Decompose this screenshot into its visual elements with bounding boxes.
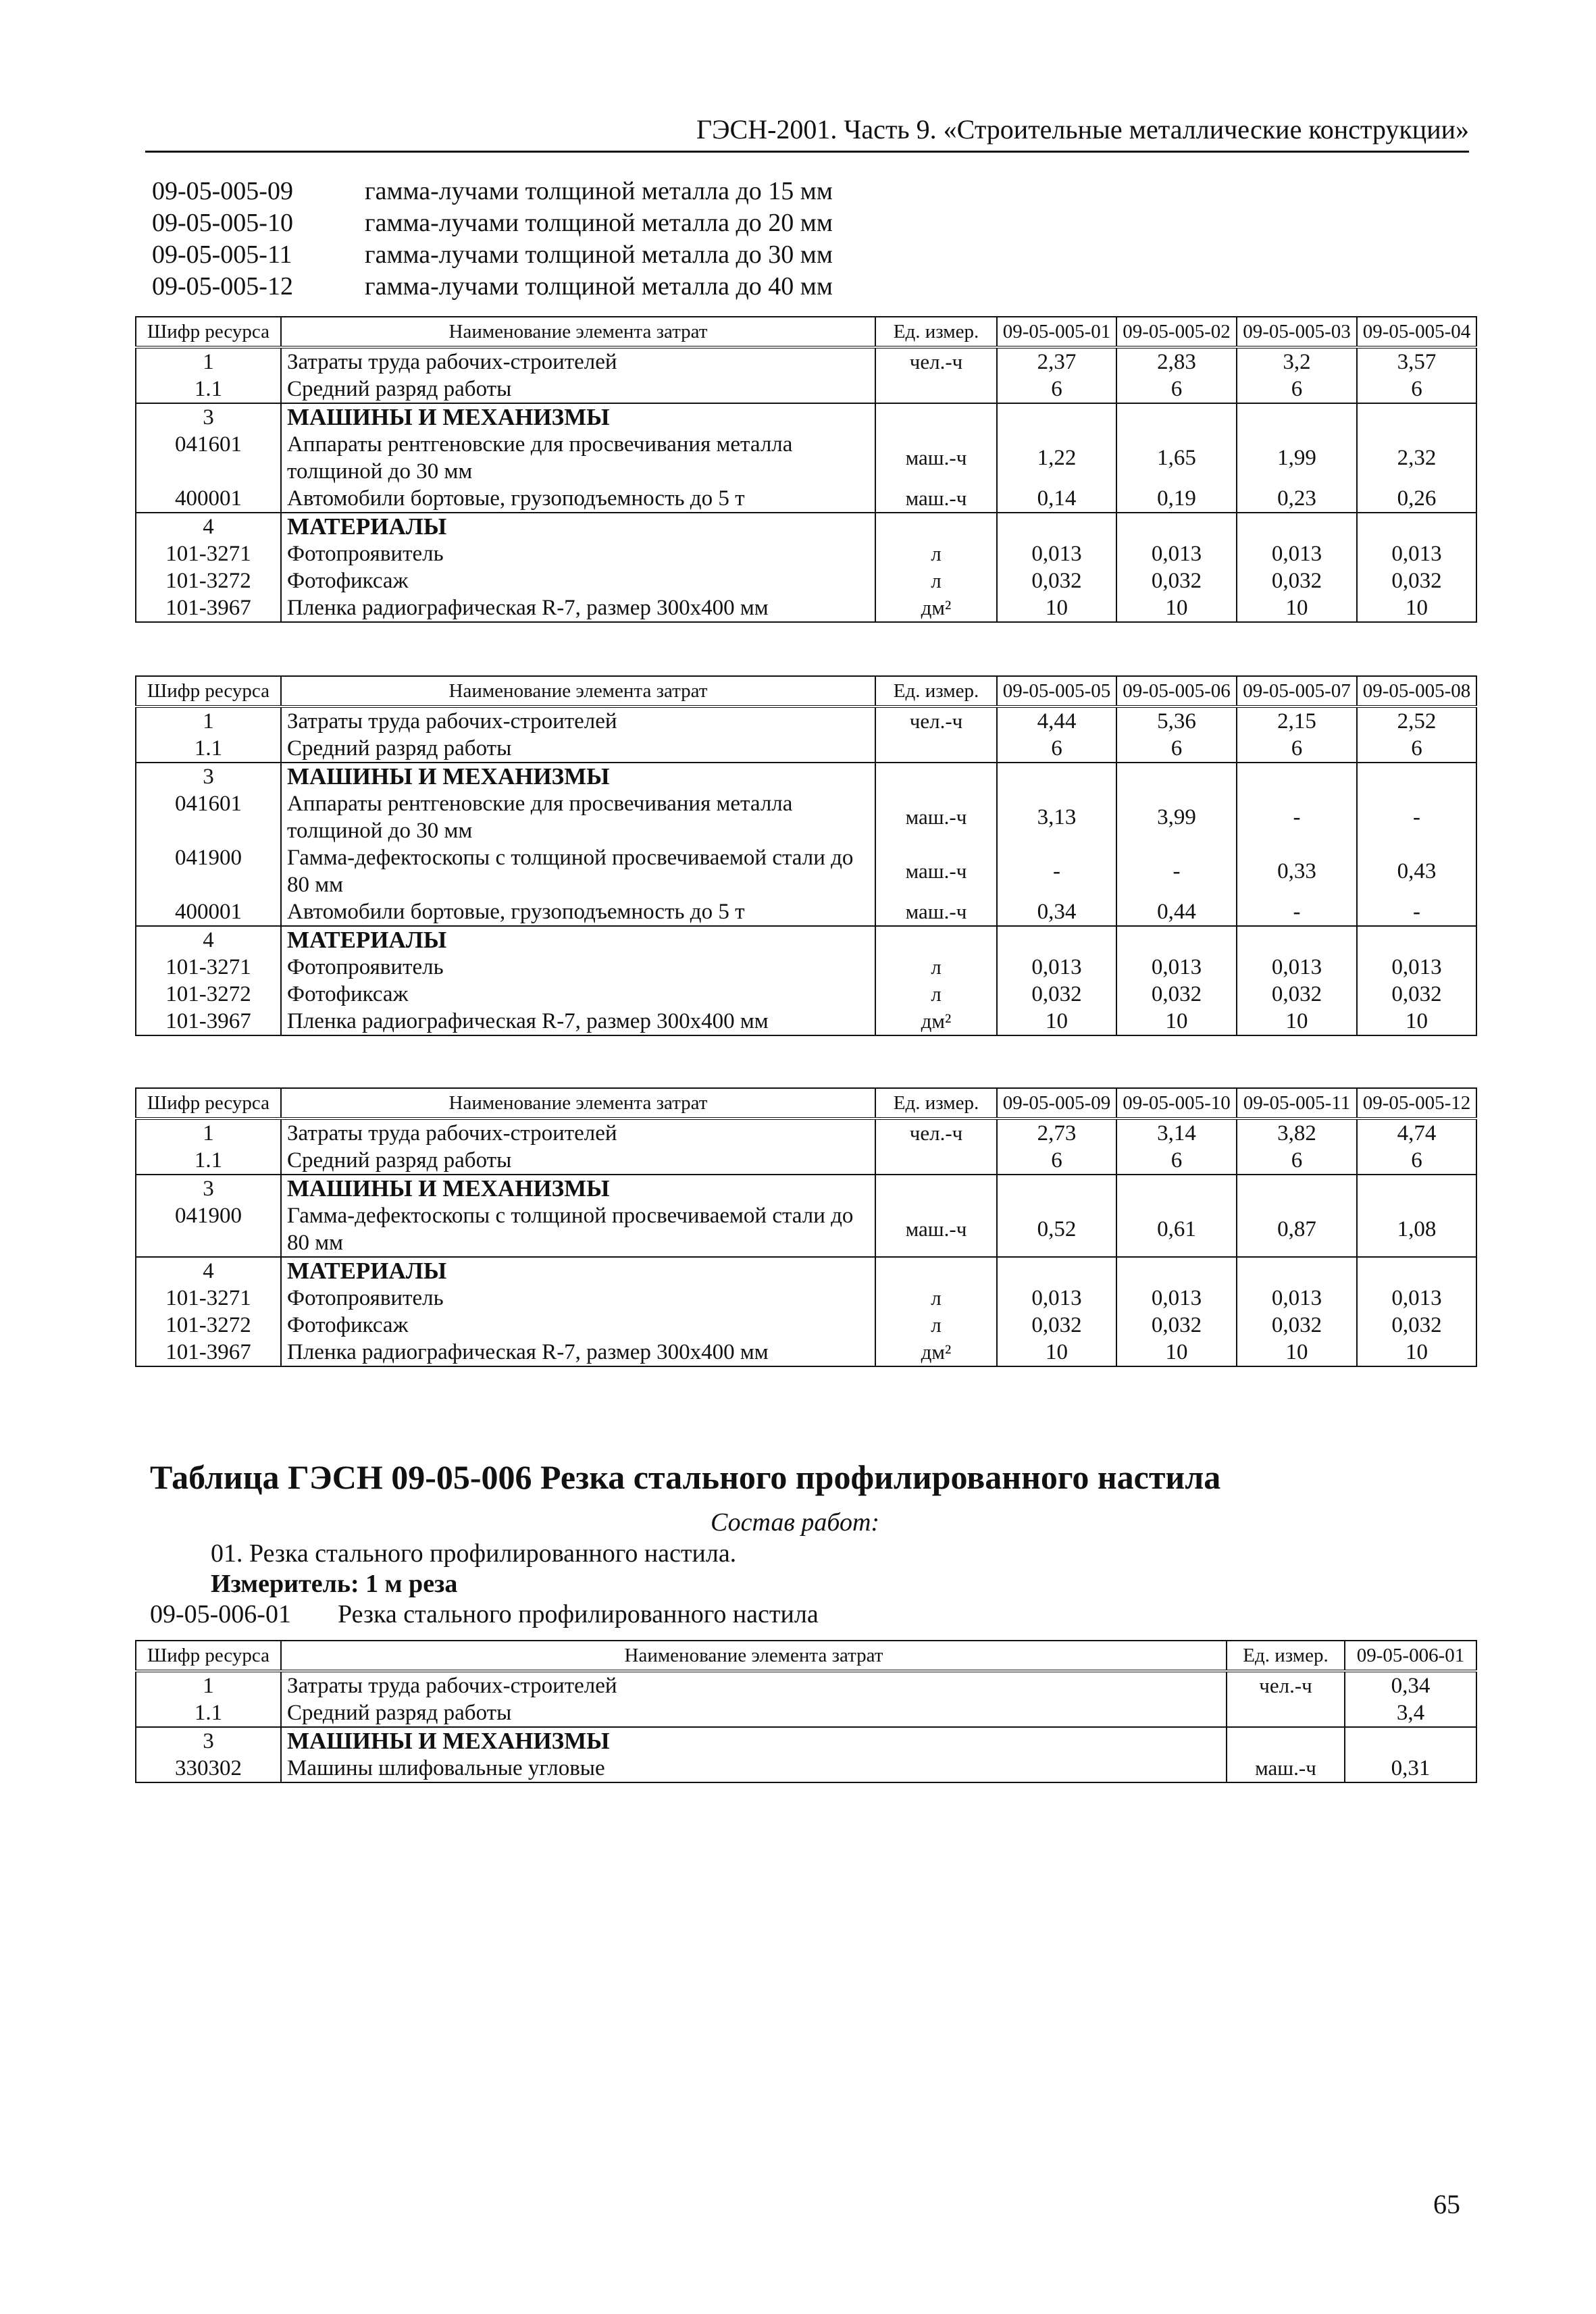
value-cell: [997, 1257, 1116, 1285]
unit: л: [875, 954, 997, 981]
unit: дм²: [875, 1008, 997, 1035]
value-cell: [997, 513, 1116, 540]
resource-table-4: [135, 1640, 1477, 1783]
resource-code: 101-3272: [136, 981, 281, 1008]
unit: дм²: [875, 1339, 997, 1366]
value-cell: 0,52: [997, 1202, 1116, 1257]
value-cell: [1345, 1727, 1476, 1755]
value-cell: -: [1237, 790, 1357, 844]
section-row: [136, 926, 1476, 954]
resource-name: Автомобили бортовые, грузоподъемность до 5 т: [281, 898, 875, 926]
value-cell: 2,37: [997, 347, 1116, 376]
unit: л: [875, 567, 997, 594]
item-code: 09-05-006-01: [150, 1600, 291, 1628]
unit: [875, 763, 997, 790]
value-cell: [1116, 513, 1237, 540]
intro-code-row: [152, 207, 1435, 239]
header-column-code: 09-05-005-07: [1237, 676, 1357, 706]
value-cell: -: [1116, 844, 1237, 898]
value-cell: 2,32: [1357, 431, 1476, 485]
table-row: [136, 898, 1476, 926]
resource-code: 1.1: [136, 1147, 281, 1175]
resource-table-1: [135, 316, 1477, 623]
value-cell: 0,032: [1357, 1312, 1476, 1339]
value-cell: 1,65: [1116, 431, 1237, 485]
page-number: 65: [1433, 2189, 1460, 2219]
resource-code: 400001: [136, 485, 281, 513]
intro-description: гамма-лучами толщиной металла до 30 мм: [365, 240, 833, 269]
value-cell: 6: [1116, 1147, 1237, 1175]
resource-name: Затраты труда рабочих-строителей: [281, 706, 875, 735]
header-code: Шифр ресурса: [136, 676, 281, 706]
table-row: [136, 790, 1476, 844]
value-cell: 0,013: [1237, 1285, 1357, 1312]
resource-code: 1.1: [136, 376, 281, 403]
unit: маш.-ч: [875, 790, 997, 844]
value-cell: 3,99: [1116, 790, 1237, 844]
resource-code: 101-3271: [136, 540, 281, 567]
resource-name: Средний разряд работы: [281, 1147, 875, 1175]
value-cell: 0,31: [1345, 1755, 1476, 1782]
intro-description: гамма-лучами толщиной металла до 40 мм: [365, 272, 833, 301]
resource-code: 101-3967: [136, 594, 281, 622]
intro-code: 09-05-005-09: [152, 177, 293, 205]
value-cell: 6: [997, 1147, 1116, 1175]
value-cell: 10: [1237, 594, 1357, 622]
value-cell: [1116, 1257, 1237, 1285]
header-column-code: 09-05-005-01: [997, 317, 1116, 347]
resource-code: 101-3967: [136, 1008, 281, 1035]
value-cell: 10: [1237, 1008, 1357, 1035]
unit: [875, 926, 997, 954]
value-cell: 0,013: [997, 954, 1116, 981]
resource-code: 1: [136, 1671, 281, 1699]
value-cell: 0,032: [997, 567, 1116, 594]
header-column-code: 09-05-005-12: [1357, 1088, 1476, 1119]
table-row: [136, 735, 1476, 763]
value-cell: 1,08: [1357, 1202, 1476, 1257]
value-cell: [1357, 1257, 1476, 1285]
table-row: [136, 1755, 1476, 1782]
resource-code: 400001: [136, 898, 281, 926]
resource-code: 3: [136, 1175, 281, 1202]
unit: [875, 735, 997, 763]
value-cell: 3,14: [1116, 1119, 1237, 1147]
header-name: Наименование элемента затрат: [281, 1641, 1227, 1671]
value-cell: 0,26: [1357, 485, 1476, 513]
table-row: [136, 844, 1476, 898]
table-row: [136, 1285, 1476, 1312]
resource-name: МАШИНЫ И МЕХАНИЗМЫ: [281, 1175, 875, 1202]
resource-code: 041601: [136, 790, 281, 844]
value-cell: 6: [997, 735, 1116, 763]
resource-code: 4: [136, 1257, 281, 1285]
value-cell: 0,013: [1116, 954, 1237, 981]
value-cell: [1357, 403, 1476, 431]
value-cell: 4,74: [1357, 1119, 1476, 1147]
value-cell: 6: [1357, 376, 1476, 403]
resource-code: 101-3272: [136, 567, 281, 594]
value-cell: 6: [997, 376, 1116, 403]
value-cell: [997, 763, 1116, 790]
header-name: Наименование элемента затрат: [281, 1088, 875, 1119]
unit: л: [875, 540, 997, 567]
unit: [875, 376, 997, 403]
table-row: [136, 567, 1476, 594]
unit: [1227, 1699, 1345, 1727]
value-cell: [1116, 1175, 1237, 1202]
intro-description: гамма-лучами толщиной металла до 15 мм: [365, 177, 833, 205]
resource-name: Пленка радиографическая R-7, размер 300х400 мм: [281, 1008, 875, 1035]
table-row: [136, 540, 1476, 567]
unit: [1227, 1727, 1345, 1755]
composition-label: Состав работ:: [711, 1508, 880, 1537]
value-cell: [1357, 763, 1476, 790]
table-row: [136, 1202, 1476, 1257]
value-cell: [1357, 926, 1476, 954]
table-row: [136, 981, 1476, 1008]
value-cell: [1237, 1257, 1357, 1285]
table-row: [136, 1147, 1476, 1175]
work-item: 01. Резка стального профилированного настила.: [211, 1539, 737, 1568]
value-cell: [1357, 513, 1476, 540]
resource-code: 101-3272: [136, 1312, 281, 1339]
resource-name: Аппараты рентгеновские для просвечивания металла толщиной до 30 мм: [281, 790, 875, 844]
resource-name: МАТЕРИАЛЫ: [281, 513, 875, 540]
value-cell: [1116, 926, 1237, 954]
section-row: [136, 403, 1476, 431]
value-cell: 3,2: [1237, 347, 1357, 376]
value-cell: [997, 1175, 1116, 1202]
value-cell: 0,34: [997, 898, 1116, 926]
header-column-code: 09-05-005-11: [1237, 1088, 1357, 1119]
resource-table-3: [135, 1087, 1477, 1367]
table-header-row: [136, 317, 1476, 347]
unit: маш.-ч: [875, 431, 997, 485]
value-cell: [1237, 763, 1357, 790]
value-cell: 6: [1237, 376, 1357, 403]
resource-code: 1.1: [136, 1699, 281, 1727]
value-cell: 6: [1237, 735, 1357, 763]
resource-name: МАШИНЫ И МЕХАНИЗМЫ: [281, 1727, 1227, 1755]
unit: [875, 513, 997, 540]
value-cell: 1,99: [1237, 431, 1357, 485]
value-cell: 3,57: [1357, 347, 1476, 376]
header-column-code: 09-05-006-01: [1345, 1641, 1476, 1671]
resource-name: Средний разряд работы: [281, 735, 875, 763]
value-cell: 2,52: [1357, 706, 1476, 735]
value-cell: 10: [1357, 1008, 1476, 1035]
unit: чел.-ч: [875, 347, 997, 376]
measurer: [211, 1569, 457, 1599]
resource-name: Фотофиксаж: [281, 1312, 875, 1339]
unit: чел.-ч: [875, 1119, 997, 1147]
section-row: [136, 1257, 1476, 1285]
value-cell: 10: [1237, 1339, 1357, 1366]
resource-name: Затраты труда рабочих-строителей: [281, 1671, 1227, 1699]
section-title: Таблица ГЭСН 09-05-006 Резка стального профилированного настила: [150, 1458, 1221, 1496]
value-cell: 0,032: [1237, 981, 1357, 1008]
value-cell: 0,23: [1237, 485, 1357, 513]
section-row: [136, 763, 1476, 790]
header-unit: Ед. измер.: [875, 1088, 997, 1119]
resource-name: Автомобили бортовые, грузоподъемность до 5 т: [281, 485, 875, 513]
value-cell: 0,013: [997, 540, 1116, 567]
resource-code: 101-3967: [136, 1339, 281, 1366]
value-cell: 0,032: [997, 1312, 1116, 1339]
resource-name: Средний разряд работы: [281, 1699, 1227, 1727]
value-cell: -: [1357, 790, 1476, 844]
intro-code-row: [152, 176, 1435, 207]
measurer-value: 1 м реза: [365, 1570, 458, 1598]
value-cell: 10: [1116, 594, 1237, 622]
value-cell: 0,013: [1237, 954, 1357, 981]
value-cell: 10: [997, 1339, 1116, 1366]
value-cell: 2,15: [1237, 706, 1357, 735]
unit: л: [875, 1312, 997, 1339]
table-header-row: [136, 1641, 1476, 1671]
unit: маш.-ч: [875, 844, 997, 898]
resource-name: МАТЕРИАЛЫ: [281, 1257, 875, 1285]
resource-name: Фотофиксаж: [281, 567, 875, 594]
resource-name: МАШИНЫ И МЕХАНИЗМЫ: [281, 763, 875, 790]
resource-code: 3: [136, 1727, 281, 1755]
resource-code: 1: [136, 1119, 281, 1147]
value-cell: 0,032: [1357, 567, 1476, 594]
value-cell: 0,032: [1116, 981, 1237, 1008]
header-unit: Ед. измер.: [875, 317, 997, 347]
value-cell: 0,032: [997, 981, 1116, 1008]
value-cell: 3,13: [997, 790, 1116, 844]
table-row: [136, 376, 1476, 403]
resource-name: Машины шлифовальные угловые: [281, 1755, 1227, 1782]
resource-name: Фотопроявитель: [281, 1285, 875, 1312]
intro-code: 09-05-005-10: [152, 209, 293, 237]
unit: л: [875, 981, 997, 1008]
value-cell: 0,013: [997, 1285, 1116, 1312]
value-cell: [1237, 513, 1357, 540]
resource-code: 1: [136, 706, 281, 735]
header-code: Шифр ресурса: [136, 1088, 281, 1119]
intro-code-row: [152, 239, 1435, 271]
resource-code: 4: [136, 513, 281, 540]
header-unit: Ед. измер.: [875, 676, 997, 706]
unit: чел.-ч: [1227, 1671, 1345, 1699]
header-column-code: 09-05-005-09: [997, 1088, 1116, 1119]
value-cell: 10: [1357, 1339, 1476, 1366]
value-cell: 0,33: [1237, 844, 1357, 898]
value-cell: 0,44: [1116, 898, 1237, 926]
table-row: [136, 1671, 1476, 1699]
value-cell: 2,83: [1116, 347, 1237, 376]
unit: маш.-ч: [875, 485, 997, 513]
unit: [875, 1175, 997, 1202]
value-cell: 0,34: [1345, 1671, 1476, 1699]
table-row: [136, 954, 1476, 981]
value-cell: 6: [1116, 376, 1237, 403]
value-cell: 0,013: [1357, 1285, 1476, 1312]
resource-name: МАШИНЫ И МЕХАНИЗМЫ: [281, 403, 875, 431]
section-row: [136, 1727, 1476, 1755]
resource-name: Фотопроявитель: [281, 954, 875, 981]
running-title: ГЭСН-2001. Часть 9. «Строительные металлические конструкции»: [696, 114, 1469, 145]
resource-code: 330302: [136, 1755, 281, 1782]
header-name: Наименование элемента затрат: [281, 317, 875, 347]
table-row: [136, 485, 1476, 513]
value-cell: 10: [997, 594, 1116, 622]
value-cell: 0,032: [1116, 567, 1237, 594]
value-cell: 6: [1237, 1147, 1357, 1175]
value-cell: -: [997, 844, 1116, 898]
header-column-code: 09-05-005-06: [1116, 676, 1237, 706]
intro-description: гамма-лучами толщиной металла до 20 мм: [365, 209, 833, 237]
resource-name: Пленка радиографическая R-7, размер 300х400 мм: [281, 594, 875, 622]
table-header-row: [136, 676, 1476, 706]
header-column-code: 09-05-005-05: [997, 676, 1116, 706]
table-row: [136, 706, 1476, 735]
resource-name: Фотопроявитель: [281, 540, 875, 567]
value-cell: 6: [1357, 1147, 1476, 1175]
unit: [875, 403, 997, 431]
table-row: [136, 1008, 1476, 1035]
value-cell: 0,14: [997, 485, 1116, 513]
value-cell: 5,36: [1116, 706, 1237, 735]
value-cell: 0,87: [1237, 1202, 1357, 1257]
header-column-code: 09-05-005-04: [1357, 317, 1476, 347]
value-cell: 6: [1116, 735, 1237, 763]
unit: чел.-ч: [875, 706, 997, 735]
value-cell: 10: [1357, 594, 1476, 622]
resource-name: Пленка радиографическая R-7, размер 300х400 мм: [281, 1339, 875, 1366]
value-cell: [997, 403, 1116, 431]
value-cell: 0,013: [1357, 954, 1476, 981]
value-cell: 10: [997, 1008, 1116, 1035]
resource-name: Фотофиксаж: [281, 981, 875, 1008]
value-cell: 0,61: [1116, 1202, 1237, 1257]
value-cell: [1116, 763, 1237, 790]
value-cell: 4,44: [997, 706, 1116, 735]
header-column-code: 09-05-005-03: [1237, 317, 1357, 347]
value-cell: -: [1357, 898, 1476, 926]
unit: дм²: [875, 594, 997, 622]
resource-code: 041900: [136, 1202, 281, 1257]
value-cell: [1357, 1175, 1476, 1202]
intro-code: 09-05-005-12: [152, 272, 293, 301]
resource-code: 101-3271: [136, 954, 281, 981]
resource-code: 3: [136, 403, 281, 431]
value-cell: 3,4: [1345, 1699, 1476, 1727]
value-cell: [997, 926, 1116, 954]
header-column-code: 09-05-005-02: [1116, 317, 1237, 347]
table-row: [136, 431, 1476, 485]
unit: [875, 1257, 997, 1285]
value-cell: 0,013: [1237, 540, 1357, 567]
value-cell: 3,82: [1237, 1119, 1357, 1147]
table-row: [136, 347, 1476, 376]
unit: [875, 1147, 997, 1175]
resource-name: Затраты труда рабочих-строителей: [281, 347, 875, 376]
value-cell: 0,43: [1357, 844, 1476, 898]
resource-name: Средний разряд работы: [281, 376, 875, 403]
section-row: [136, 513, 1476, 540]
table-row: [136, 1339, 1476, 1366]
table-row: [136, 1312, 1476, 1339]
header-unit: Ед. измер.: [1227, 1641, 1345, 1671]
intro-code: 09-05-005-11: [152, 240, 292, 269]
resource-name: МАТЕРИАЛЫ: [281, 926, 875, 954]
resource-table-2: [135, 675, 1477, 1036]
resource-code: 3: [136, 763, 281, 790]
value-cell: 10: [1116, 1339, 1237, 1366]
unit: маш.-ч: [875, 898, 997, 926]
value-cell: -: [1237, 898, 1357, 926]
resource-code: 101-3271: [136, 1285, 281, 1312]
table-row: [136, 594, 1476, 622]
value-cell: 0,032: [1116, 1312, 1237, 1339]
header-name: Наименование элемента затрат: [281, 676, 875, 706]
value-cell: [1116, 403, 1237, 431]
section-row: [136, 1175, 1476, 1202]
value-cell: [1237, 403, 1357, 431]
intro-code-row: [152, 271, 1435, 303]
resource-code: 1.1: [136, 735, 281, 763]
resource-name: Затраты труда рабочих-строителей: [281, 1119, 875, 1147]
resource-name: Аппараты рентгеновские для просвечивания металла толщиной до 30 мм: [281, 431, 875, 485]
value-cell: 0,013: [1116, 1285, 1237, 1312]
value-cell: 0,013: [1116, 540, 1237, 567]
header-column-code: 09-05-005-10: [1116, 1088, 1237, 1119]
value-cell: 0,013: [1357, 540, 1476, 567]
value-cell: 0,19: [1116, 485, 1237, 513]
value-cell: 2,73: [997, 1119, 1116, 1147]
resource-code: 4: [136, 926, 281, 954]
resource-code: 041601: [136, 431, 281, 485]
unit: маш.-ч: [1227, 1755, 1345, 1782]
value-cell: [1237, 926, 1357, 954]
resource-code: 1: [136, 347, 281, 376]
unit: л: [875, 1285, 997, 1312]
header-code: Шифр ресурса: [136, 1641, 281, 1671]
resource-name: Гамма-дефектоскопы с толщиной просвечиваемой стали до 80 мм: [281, 844, 875, 898]
resource-code: 041900: [136, 844, 281, 898]
value-cell: 0,032: [1357, 981, 1476, 1008]
value-cell: [1237, 1175, 1357, 1202]
item-name: Резка стального профилированного настила: [338, 1600, 819, 1628]
value-cell: 0,032: [1237, 1312, 1357, 1339]
intro-code-list: [152, 176, 1435, 303]
measurer-label: Измеритель:: [211, 1570, 359, 1598]
value-cell: 1,22: [997, 431, 1116, 485]
table-row: [136, 1119, 1476, 1147]
table-header-row: [136, 1088, 1476, 1119]
table-row: [136, 1699, 1476, 1727]
header-column-code: 09-05-005-08: [1357, 676, 1476, 706]
resource-name: Гамма-дефектоскопы с толщиной просвечиваемой стали до 80 мм: [281, 1202, 875, 1257]
header-code: Шифр ресурса: [136, 317, 281, 347]
value-cell: 0,032: [1237, 567, 1357, 594]
running-header: [145, 113, 1469, 153]
value-cell: 10: [1116, 1008, 1237, 1035]
unit: маш.-ч: [875, 1202, 997, 1257]
value-cell: 6: [1357, 735, 1476, 763]
